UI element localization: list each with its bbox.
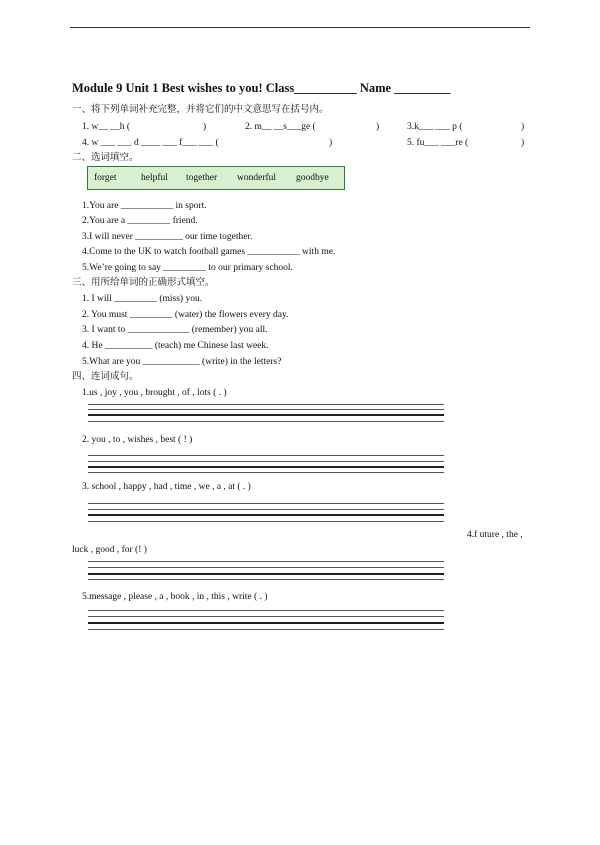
section2-heading: 二、选词填空。 xyxy=(72,153,139,163)
s3-sentence-5: 5.What are you ____________ (write) in the letters? xyxy=(82,357,282,367)
s3-sentence-1: 1. I will _________ (miss) you. xyxy=(82,294,203,304)
s2-sentence-4: 4.Come to the UK to watch football games ___________ with me. xyxy=(82,247,336,257)
s1-item-4-close: ) xyxy=(329,138,333,148)
s2-sentence-1: 1.You are ___________ in sport. xyxy=(82,201,207,211)
word-bank-item: wonderful xyxy=(237,173,277,183)
s2-sentence-3: 3.I will never __________ our time together. xyxy=(82,232,253,242)
s4-item-4-part2: luck , good , for (! ) xyxy=(72,545,147,555)
answer-line xyxy=(88,567,444,568)
answer-line xyxy=(88,472,444,473)
s3-sentence-3: 3. I want to _____________ (remember) you all. xyxy=(82,325,268,335)
s1-item-4: 4. w ___ ___ d ____ ___ f___ ___ ( xyxy=(82,138,219,148)
answer-line xyxy=(88,610,444,611)
s2-sentence-2: 2.You are a _________ friend. xyxy=(82,216,198,226)
word-bank xyxy=(87,166,345,190)
s4-item-2: 2. you , to , wishes , best ( ! ) xyxy=(82,435,193,445)
section4-heading: 四、连词成句。 xyxy=(72,372,139,382)
s4-item-1: 1.us , joy , you , brought , of , lots ( . ) xyxy=(82,388,227,398)
top-rule xyxy=(70,27,530,28)
answer-line xyxy=(88,409,444,410)
answer-line xyxy=(88,404,444,405)
answer-line xyxy=(88,503,444,504)
s1-item-1: 1. w__ __h ( xyxy=(82,122,131,132)
s4-item-4-part1: 4.f uture , the , xyxy=(467,530,523,540)
word-bank-item: together xyxy=(186,173,218,183)
answer-line xyxy=(88,616,444,617)
s1-item-2: 2. m__ __s___ge ( xyxy=(245,122,316,132)
s1-item-1-close: ) xyxy=(203,122,207,132)
answer-line xyxy=(88,421,444,422)
word-bank-item: goodbye xyxy=(296,173,329,183)
s1-item-5: 5. fu___ ___re ( xyxy=(407,138,469,148)
s1-item-3: 3.k___ ___ p ( xyxy=(407,122,463,132)
answer-line xyxy=(88,514,444,516)
answer-line xyxy=(88,521,444,522)
s1-item-2-close: ) xyxy=(376,122,380,132)
s3-sentence-2: 2. You must _________ (water) the flowers every day. xyxy=(82,310,289,320)
s1-item-3-close: ) xyxy=(521,122,525,132)
answer-line xyxy=(88,622,444,624)
answer-line xyxy=(88,561,444,562)
s4-item-5: 5.message , please , a , book , in , this , write ( . ) xyxy=(82,592,268,602)
s4-item-3: 3. school , happy , had , time , we , a , at ( . ) xyxy=(82,482,251,492)
s3-sentence-4: 4. He __________ (teach) me Chinese last week. xyxy=(82,341,269,351)
word-bank-item: forget xyxy=(94,173,117,183)
answer-line xyxy=(88,455,444,456)
answer-line xyxy=(88,509,444,510)
answer-line xyxy=(88,579,444,580)
answer-line xyxy=(88,466,444,468)
s2-sentence-5: 5.We’re going to say _________ to our primary school. xyxy=(82,263,293,273)
section1-heading: 一、将下列单词补充完整，并将它们的中文意思写在括号内。 xyxy=(72,105,329,115)
answer-line xyxy=(88,461,444,462)
answer-line xyxy=(88,573,444,575)
word-bank-item: helpful xyxy=(141,173,168,183)
answer-line xyxy=(88,629,444,630)
answer-line xyxy=(88,414,444,416)
s1-item-5-close: ) xyxy=(521,138,525,148)
worksheet-title: Module 9 Unit 1 Best wishes to you! Class__________ Name _________ xyxy=(72,81,451,95)
section3-heading: 三、用所给单词的正确形式填空。 xyxy=(72,278,215,288)
